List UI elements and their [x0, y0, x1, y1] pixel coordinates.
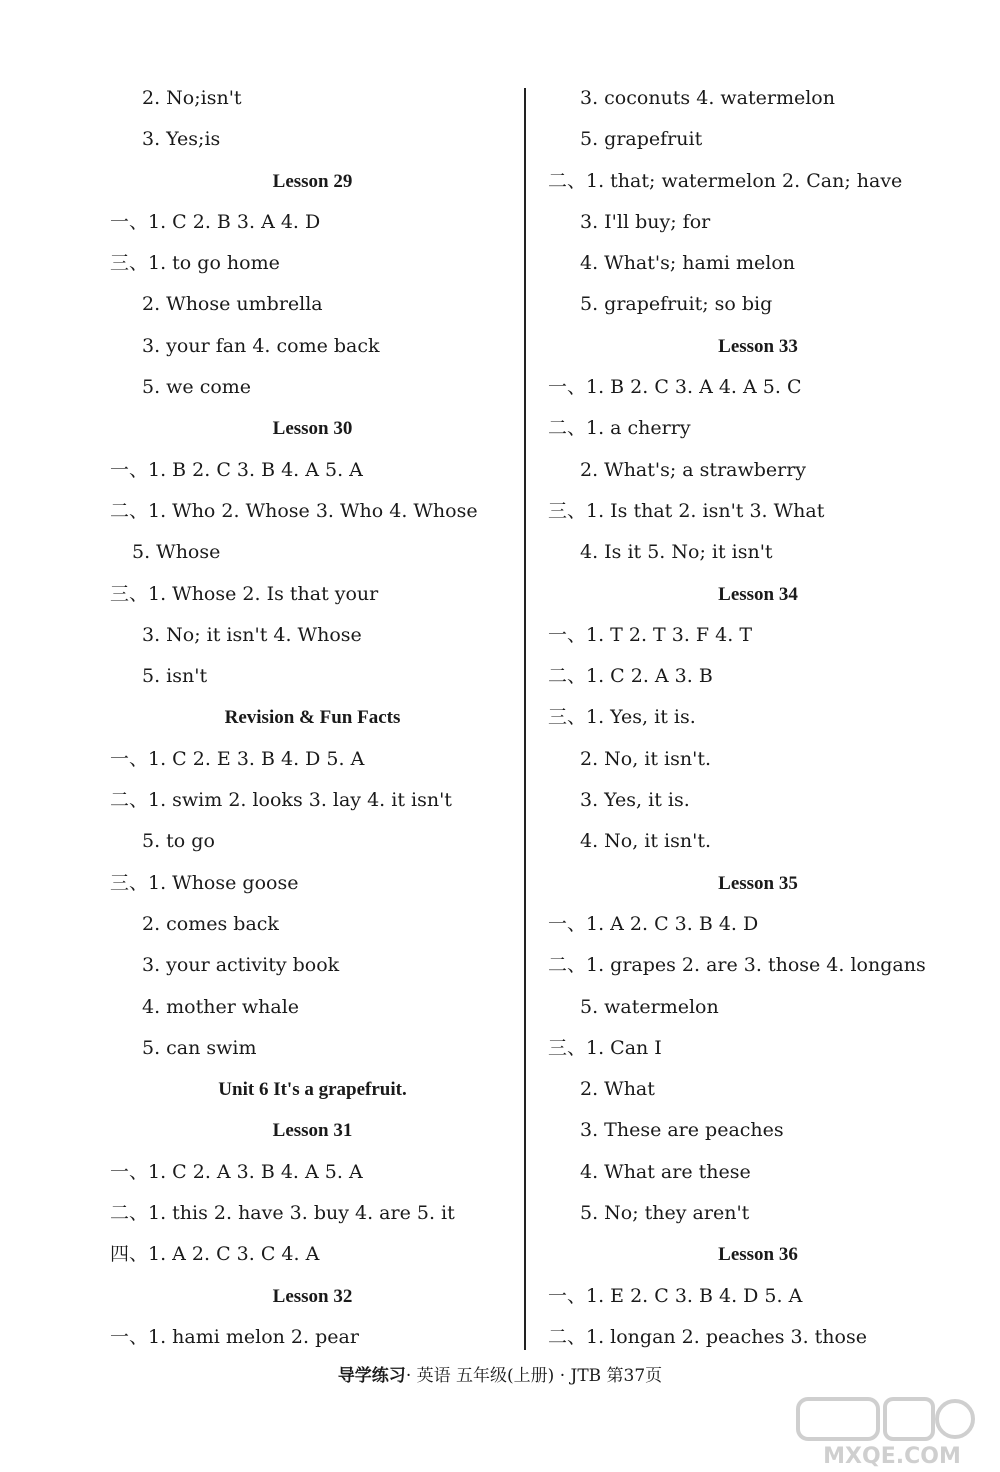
answer-line: 二、1. that; watermelon 2. Can; have	[548, 169, 903, 192]
answer-line: 5. grapefruit	[580, 128, 703, 151]
page-footer	[0, 1361, 1000, 1386]
answer-line: 二、1. a cherry	[548, 417, 691, 440]
stamp-logo-icon	[790, 1395, 995, 1470]
answer-line: 四、1. A 2. C 3. C 4. A	[110, 1243, 320, 1266]
answer-line: 4. What are these	[580, 1160, 751, 1183]
answer-line: 二、1. C 2. A 3. B	[548, 665, 713, 688]
answer-line: 三、1. Whose 2. Is that your	[110, 582, 379, 605]
section-heading: Lesson 36	[718, 1244, 798, 1266]
answer-line: 三、1. Is that 2. isn't 3. What	[548, 499, 825, 522]
section-heading: Lesson 29	[272, 170, 353, 192]
answer-line: 一、1. hami melon 2. pear	[110, 1325, 359, 1348]
section-heading: Lesson 34	[718, 583, 798, 605]
answer-line: 3. coconuts 4. watermelon	[580, 87, 835, 109]
answer-line: 2. What	[580, 1078, 655, 1101]
answer-line: 5. isn't	[142, 665, 208, 688]
footer-brand: 导学练习	[337, 1366, 406, 1386]
answer-line: 5. to go	[142, 830, 215, 853]
answer-line: 二、1. grapes 2. are 3. those 4. longans	[548, 954, 926, 977]
answer-line: 二、1. swim 2. looks 3. lay 4. it isn't	[110, 789, 452, 812]
answer-line: 一、1. E 2. C 3. B 4. D 5. A	[548, 1284, 803, 1307]
answer-line: 三、1. Can I	[548, 1036, 662, 1059]
answer-line: 5. can swim	[142, 1036, 257, 1059]
section-heading: Unit 6 It's a grapefruit.	[218, 1079, 407, 1101]
column-divider	[524, 88, 526, 1350]
answer-line: 3. your activity book	[142, 954, 340, 977]
answer-line: 三、1. to go home	[110, 252, 280, 275]
section-heading: Lesson 35	[718, 872, 798, 894]
answer-line: 三、1. Yes, it is.	[548, 706, 696, 729]
answer-line: 三、1. Whose goose	[110, 871, 299, 894]
answer-line: 一、1. T 2. T 3. F 4. T	[548, 623, 752, 646]
left-column	[110, 78, 515, 1358]
answer-line: 5. No; they aren't	[580, 1202, 750, 1225]
answer-line: 3. Yes, it is.	[580, 789, 690, 812]
answer-line: 2. No, it isn't.	[580, 747, 712, 770]
answer-line: 3. No; it isn't 4. Whose	[142, 623, 362, 646]
footer-info: · 英语 五年级(上册) · JTB 第37页	[405, 1366, 663, 1386]
answer-line: 二、1. longan 2. peaches 3. those	[548, 1325, 867, 1348]
answer-line: 一、1. B 2. C 3. A 4. A 5. C	[548, 376, 802, 399]
answer-line: 一、1. C 2. B 3. A 4. D	[110, 210, 321, 233]
section-heading: Lesson 32	[272, 1285, 353, 1307]
section-heading: Lesson 33	[718, 335, 798, 357]
answer-line: 2. Whose umbrella	[142, 293, 323, 316]
answer-line: 4. mother whale	[142, 995, 300, 1018]
answer-line: 一、1. A 2. C 3. B 4. D	[548, 912, 759, 935]
answer-line: 4. No, it isn't.	[580, 830, 712, 853]
answer-line: 3. I'll buy; for	[580, 210, 711, 233]
answer-line: 2. What's; a strawberry	[580, 458, 807, 481]
watermark-text: MXQE.COM	[823, 1444, 961, 1469]
answer-line: 5. watermelon	[580, 995, 719, 1018]
answer-line: 2. No;isn't	[142, 87, 242, 109]
answer-line: 2. comes back	[142, 912, 279, 935]
answer-line: 5. Whose	[132, 541, 221, 564]
answer-line: 3. These are peaches	[580, 1119, 784, 1142]
section-heading: Revision & Fun Facts	[224, 707, 401, 729]
answer-line: 二、1. Who 2. Whose 3. Who 4. Whose	[110, 499, 478, 522]
answer-line: 一、1. C 2. A 3. B 4. A 5. A	[110, 1160, 363, 1183]
answer-line: 5. we come	[142, 376, 252, 399]
answer-line: 5. grapefruit; so big	[580, 293, 773, 316]
section-heading: Lesson 31	[272, 1120, 353, 1142]
answer-line: 4. Is it 5. No; it isn't	[580, 541, 773, 564]
answer-line: 二、1. this 2. have 3. buy 4. are 5. it	[110, 1202, 455, 1225]
section-heading: Lesson 30	[272, 418, 353, 440]
answer-line: 4. What's; hami melon	[580, 252, 796, 275]
answer-line: 3. Yes;is	[142, 128, 221, 151]
answer-line: 3. your fan 4. come back	[142, 334, 380, 357]
right-column	[548, 78, 968, 1358]
answer-line: 一、1. C 2. E 3. B 4. D 5. A	[110, 747, 365, 770]
answer-line: 一、1. B 2. C 3. B 4. A 5. A	[110, 458, 363, 481]
